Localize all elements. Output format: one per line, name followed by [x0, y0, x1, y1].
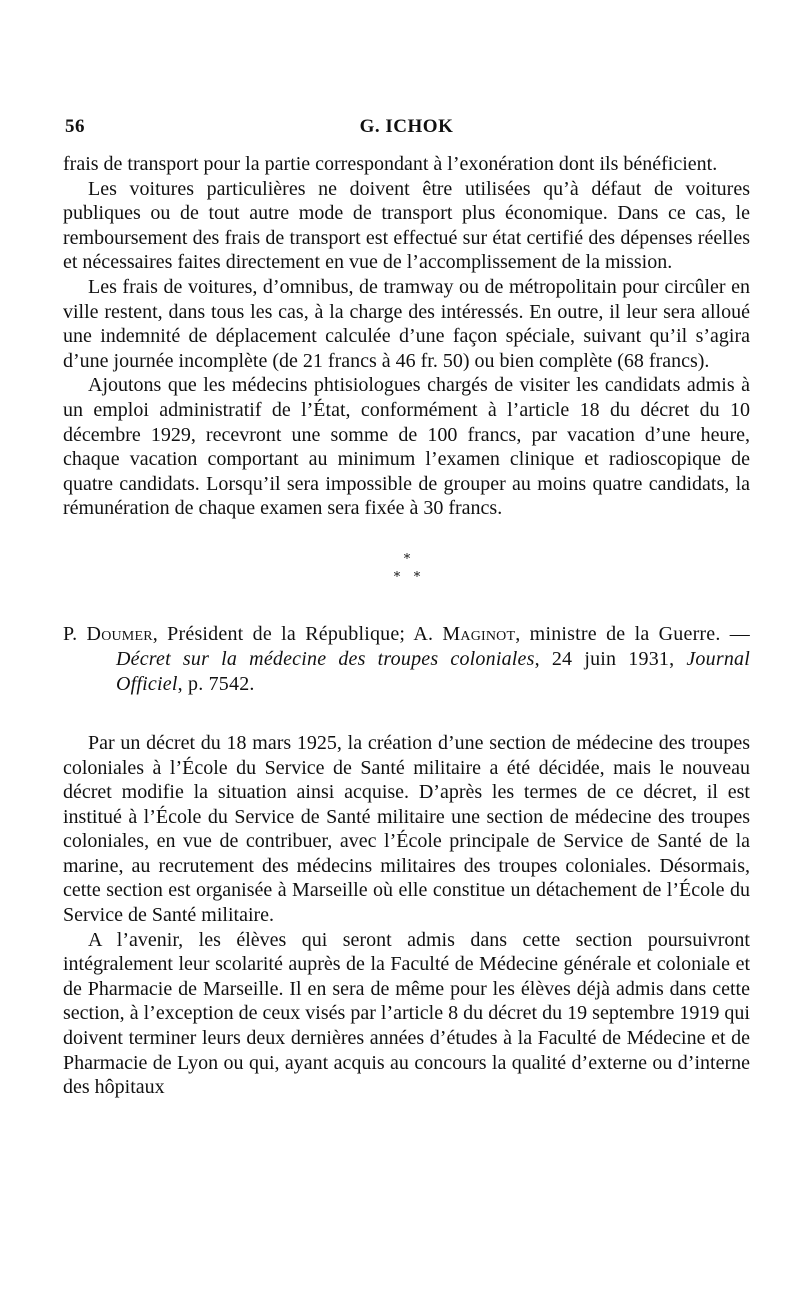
- citation-author-maginot: Maginot: [442, 622, 516, 645]
- citation-initial-2: A.: [413, 622, 434, 645]
- running-head: [63, 110, 750, 140]
- svg-text:*: *: [393, 569, 400, 585]
- paragraph-future-students: A l’avenir, les élèves qui seront admis dans cette section poursuivront intégralement leur scolarité auprès de la Faculté de Médecine générale et coloniale et de Pharmacie de Marseille. Il en sera de même pour les élèves déjà admis dans cette section, à l’exception de ceux visés par l’article 8 du décret du 19 septembre 1919 qui doivent terminer leurs deux dernières années d’études à la Faculté de Médecine et de Pharmacie de Lyon ou qui, ayant acquis au concours la qualité d’externe ou d’interne des hôpitaux: [63, 928, 750, 1099]
- asterism-separator: [63, 551, 750, 587]
- paragraph-city-transport: Les frais de voitures, d’omnibus, de tramway ou de métropolitain pour circûler en ville restent, dans tous les cas, à la charge des intéressés. En outre, il leur sera alloué une indemnité de déplacement calculée d’une façon spéciale, suivant qu’il s’agira d’une journée incomplète (de 21 francs à 46 fr. 50) ou bien complète (68 francs).: [63, 275, 750, 372]
- running-title: G. ICHOK: [359, 116, 454, 137]
- bottom-text-block: [63, 731, 750, 1100]
- citation-role-1: , Président de la République;: [152, 622, 414, 645]
- paragraph-continuation: frais de transport pour la partie correspondant à l’exonération dont ils bénéficient.: [63, 153, 718, 175]
- citation-title: Décret sur la médecine des troupes coloniales: [116, 647, 535, 670]
- citation-page: , p. 7542.: [177, 672, 255, 695]
- citation-initial-1: P.: [63, 622, 78, 645]
- top-text-block: [63, 152, 750, 521]
- svg-text:*: *: [413, 569, 420, 585]
- citation-role-2: , ministre de la Guerre. —: [515, 622, 750, 645]
- page-number: 56: [65, 116, 85, 137]
- citation-author-doumer: Doumer: [86, 622, 153, 645]
- citation-journal: Journal Officiel: [116, 647, 750, 695]
- paragraph-decree-1925: Par un décret du 18 mars 1925, la création d’une section de médecine des troupes coloniales à l’École du Service de Santé militaire a été décidée, mais le nouveau décret modifie la situation ainsi acquise. D’après les termes de ce décret, il est institué à l’École du Service de Santé militaire une section de médecine des troupes coloniales, en vue de contribuer, avec l’École principale de Service de Santé de la marine, au recrutement des médecins militaires des troupes coloniales. Désormais, cette section est organisée à Marseille où elle constitue un détachement de l’École du Service de Santé militaire.: [63, 731, 750, 927]
- book-page: [63, 110, 750, 1100]
- decree-citation: [63, 622, 750, 697]
- svg-text:*: *: [403, 551, 410, 567]
- paragraph-private-cars: Les voitures particulières ne doivent être utilisées qu’à défaut de voitures publiques ou de tout autre mode de transport plus économique. Dans ce cas, le remboursement des frais de transport est effectué sur état certifié des dépenses réelles et nécessaires faites directement en vue de l’accomplissement de la mission.: [63, 177, 750, 274]
- asterism-icon: [387, 551, 427, 587]
- citation-date: , 24 juin 1931,: [534, 647, 687, 670]
- paragraph-phthisiologists: Ajoutons que les médecins phtisiologues chargés de visiter les candidats admis à un emploi administratif de l’État, conformément à l’article 18 du décret du 10 décembre 1929, recevront une somme de 100 francs, par vacation d’une heure, chaque vacation comportant au minimum l’examen clinique et radioscopique de quatre candidats. Lorsqu’il sera impossible de grouper au moins quatre candidats, la rémunération de chaque examen sera fixée à 30 francs.: [63, 374, 750, 520]
